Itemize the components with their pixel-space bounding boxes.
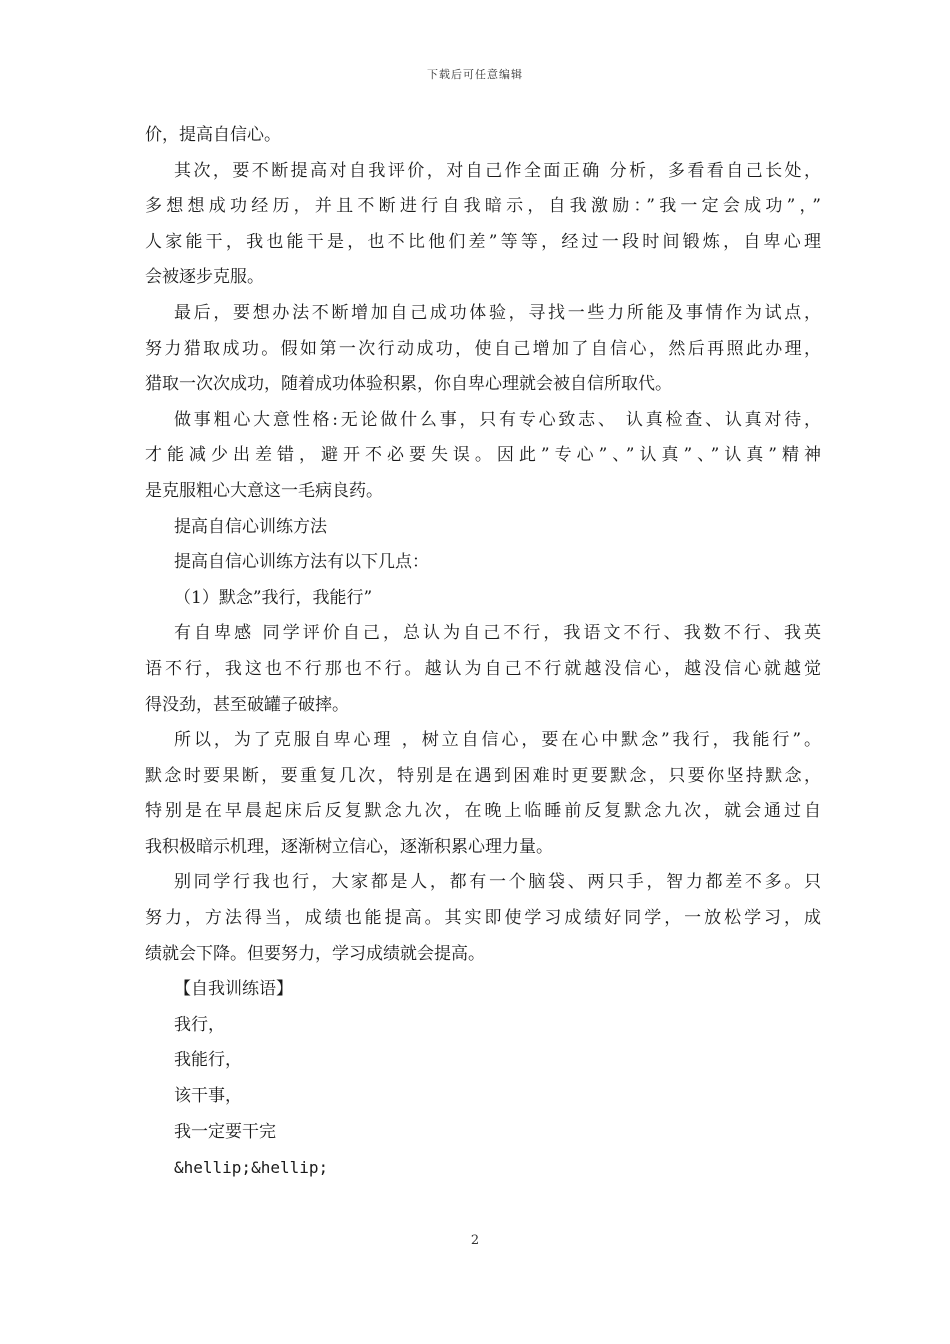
paragraph-line: 特别是在早晨起床后反复默念九次，在晚上临睡前反复默念九次，就会通过自 [145,801,821,822]
page-number: 2 [470,1233,480,1248]
paragraph-line: 才能减少出差错，避开不必要失误。因此”专心”、”认真”、”认真”精神 [145,445,821,466]
section-heading: 提高自信心训练方法 [174,516,327,537]
page-header: 下载后可任意编辑 [427,68,523,81]
paragraph-line: 最后，要想办法不断增加自己成功体验，寻找一些力所能及事情作为试点， [174,302,821,323]
paragraph-line: 所以，为了克服自卑心理 ，树立自信心，要在心中默念”我行，我能行”。 [174,730,821,751]
paragraph-line: 绩就会下降。但要努力，学习成绩就会提高。 [145,943,485,964]
paragraph-line: 做事粗心大意性格:无论做什么事，只有专心致志、 认真检查、认真对待， [174,409,821,430]
paragraph-line: 努力猎取成功。假如第一次行动成功，使自己增加了自信心，然后再照此办理， [145,338,821,359]
paragraph-line: 得没劲，甚至破罐子破摔。 [145,694,349,715]
paragraph-line: 别同学行我也行，大家都是人，都有一个脑袋、两只手，智力都差不多。只 [174,872,821,893]
paragraph-line: 价，提高自信心。 [145,125,281,145]
document-body [145,118,821,1186]
list-item: 我能行， [174,1050,242,1071]
paragraph-line: 有自卑感 同学评价自己，总认为自己不行，我语文不行、我数不行、我英 [174,623,821,644]
list-item: 我一定要干完 [174,1121,276,1142]
ellipsis-entity-text: &hellip;&hellip; [174,1158,329,1178]
paragraph-line: 努力，方法得当，成绩也能提高。其实即使学习成绩好同学，一放松学习，成 [145,908,821,929]
paragraph-line: 其次，要不断提高对自我评价，对自己作全面正确 分析，多看看自己长处， [174,160,821,181]
list-item-heading: （1）默念”我行，我能行” [174,587,373,608]
paragraph-line: 猎取一次次成功，随着成功体验积累，你自卑心理就会被自信所取代。 [145,374,672,395]
paragraph-line: 提高自信心训练方法有以下几点： [174,552,429,573]
paragraph-line: 会被逐步克服。 [145,267,264,288]
paragraph-line: 是克服粗心大意这一毛病良药。 [145,480,383,501]
paragraph-line: 默念时要果断，要重复几次，特别是在遇到困难时更要默念，只要你坚持默念， [145,765,821,786]
section-heading: 【自我训练语】 [174,979,293,1000]
paragraph-line: 人家能干，我也能干是，也不比他们差”等等，经过一段时间锻炼，自卑心理 [145,231,821,252]
paragraph-line: 我积极暗示机理，逐渐树立信心，逐渐积累心理力量。 [145,836,553,857]
paragraph-line: 多想想成功经历，并且不断进行自我暗示，自我激励：”我一定会成功”，” [145,196,821,217]
paragraph-line: 语不行，我这也不行那也不行。越认为自己不行就越没信心，越没信心就越觉 [145,658,821,679]
list-item: 我行， [174,1014,225,1035]
list-item: 该干事， [174,1086,242,1107]
